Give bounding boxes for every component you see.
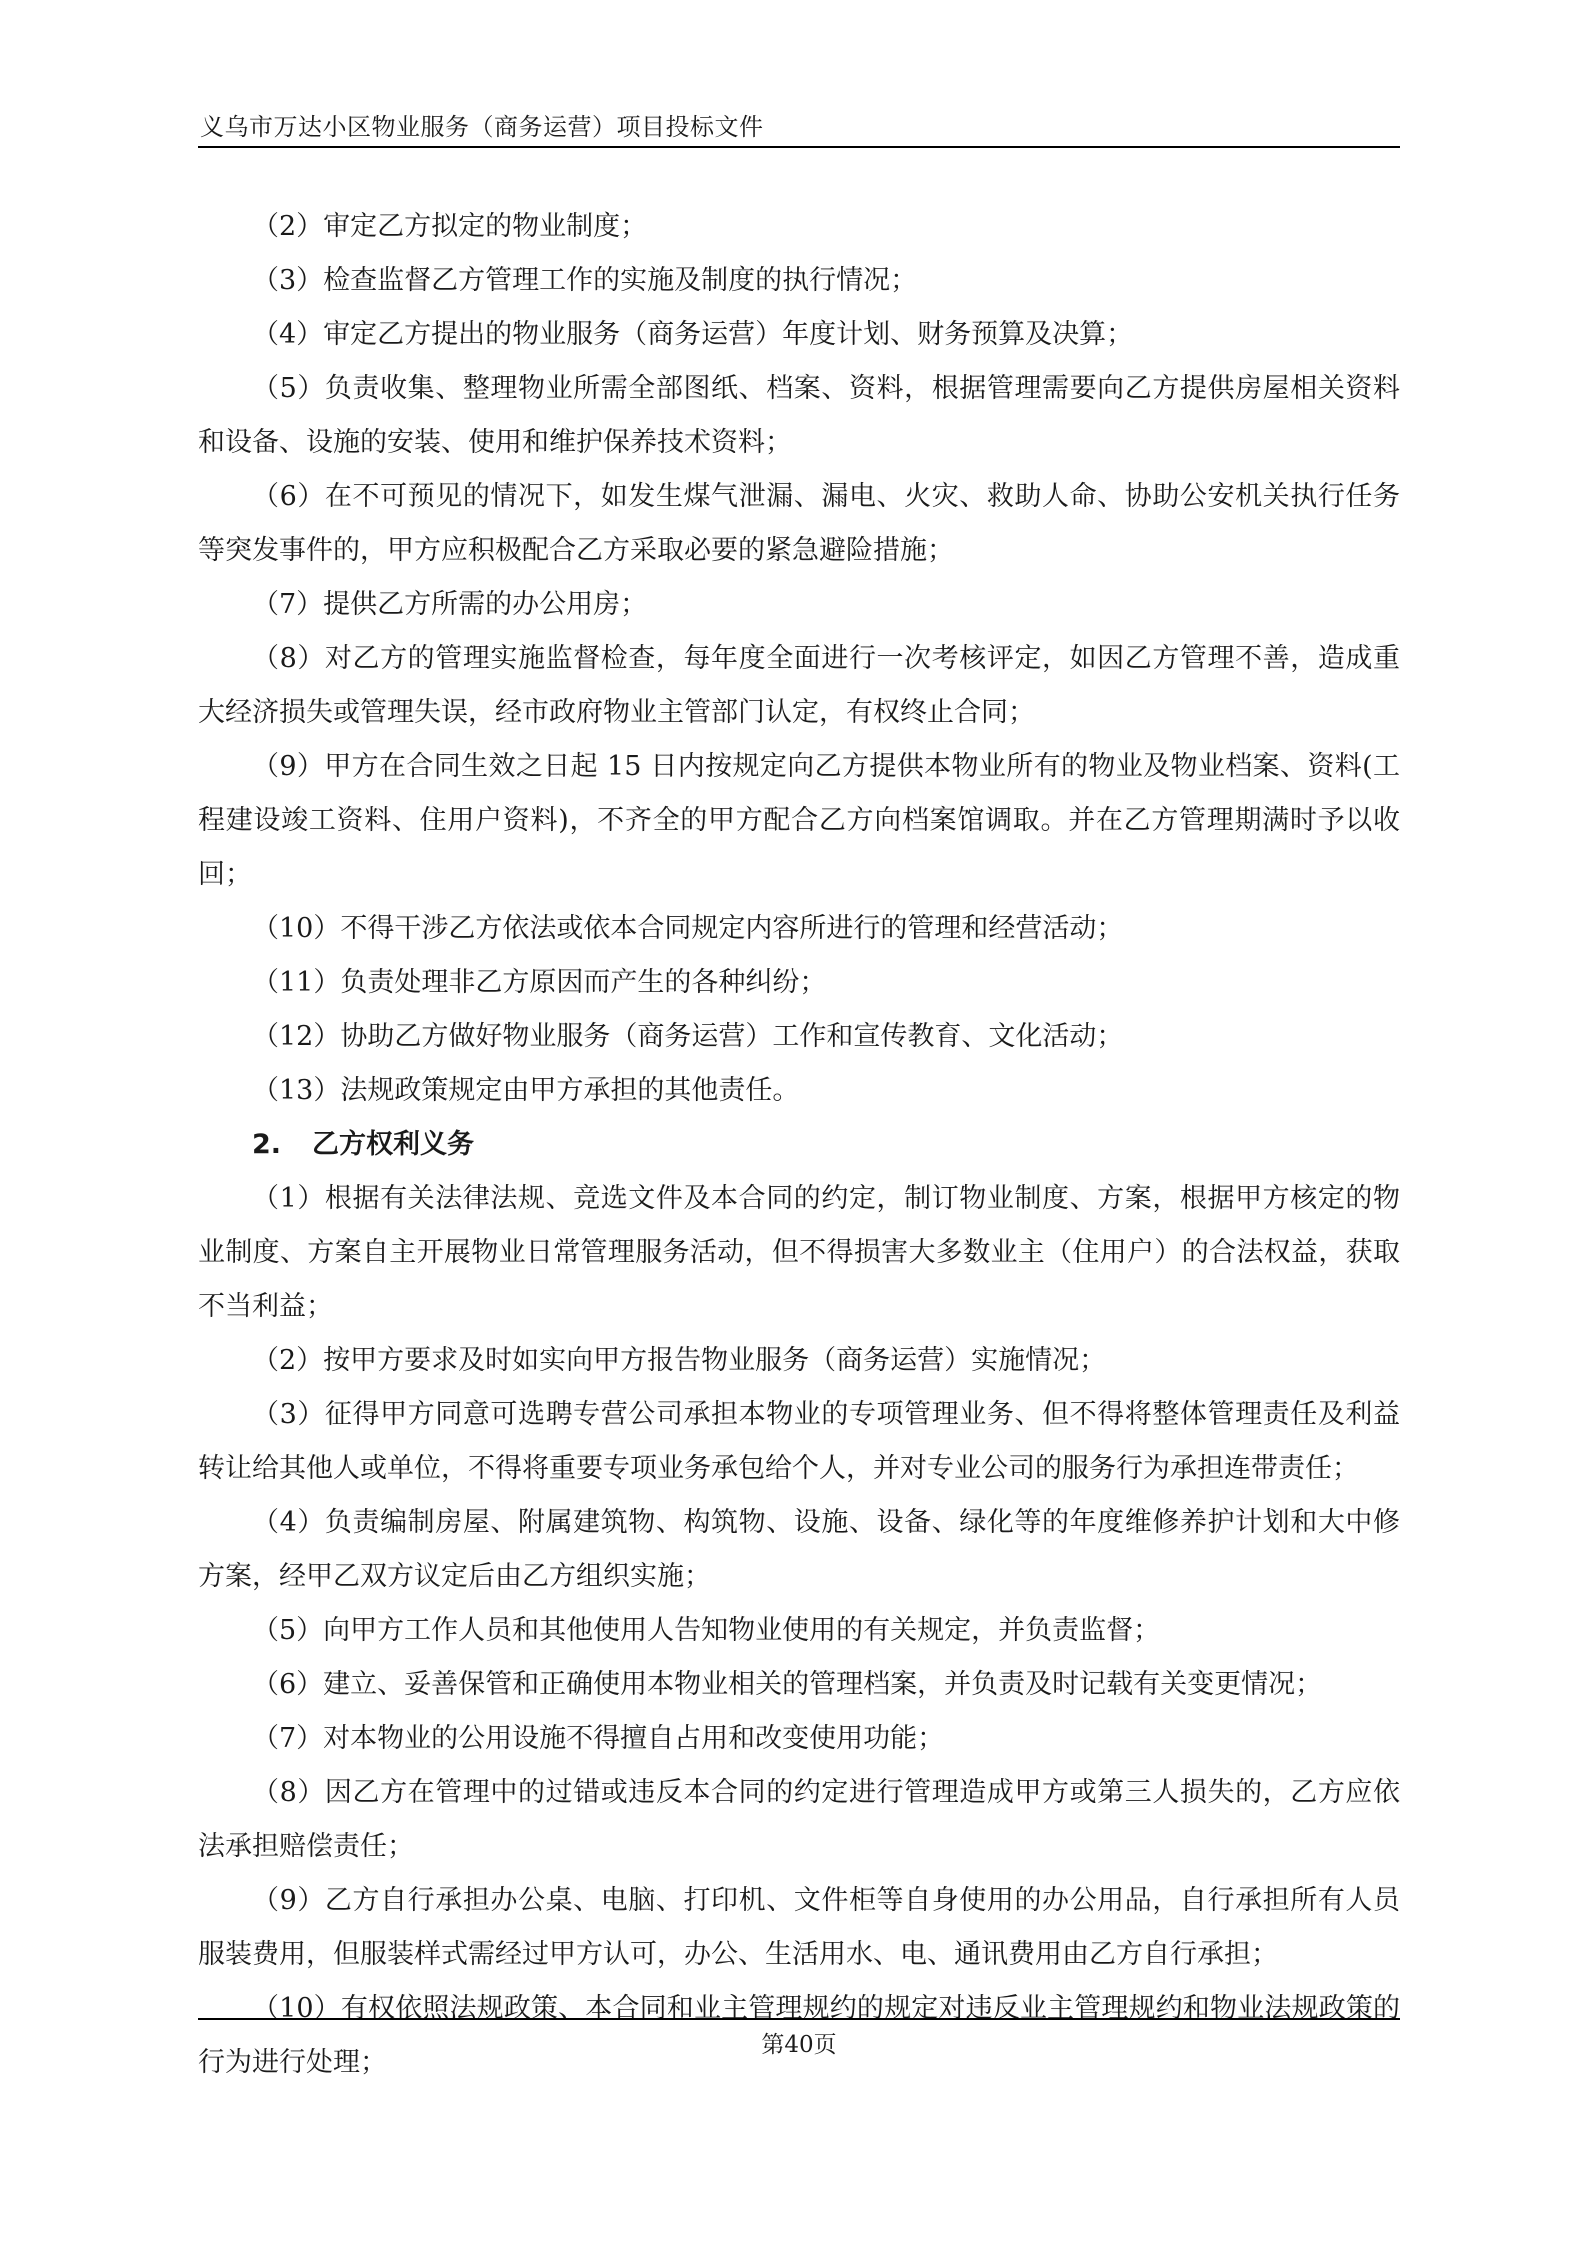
party-a-item: （11）负责处理非乙方原因而产生的各种纠纷； bbox=[252, 967, 827, 998]
party-b-item: （6）建立、妥善保管和正确使用本物业相关的管理档案，并负责及时记载有关变更情况； bbox=[252, 1669, 1323, 1700]
party-a-item: （8）对乙方的管理实施监督检查，每年度全面进行一次考核评定，如因乙方管理不善，造成重大经济损失或管理失误，经市政府物业主管部门认定，有权终止合同； bbox=[198, 643, 1400, 728]
page-number: 第40页 bbox=[761, 2032, 837, 2058]
party-a-item: （2）审定乙方拟定的物业制度； bbox=[252, 211, 648, 242]
party-a-item: （13）法规政策规定由甲方承担的其他责任。 bbox=[252, 1075, 800, 1106]
party-b-item: （1）根据有关法律法规、竞选文件及本合同的约定，制订物业制度、方案，根据甲方核定的物业制度、方案自主开展物业日常管理服务活动，但不得损害大多数业主（住用户）的合法权益，获取不当利益； bbox=[198, 1183, 1400, 1322]
section-number: 2. bbox=[252, 1129, 282, 1160]
party-a-item: （5）负责收集、整理物业所需全部图纸、档案、资料，根据管理需要向乙方提供房屋相关资料和设备、设施的安装、使用和维护保养技术资料； bbox=[198, 373, 1400, 458]
party-b-item: （3）征得甲方同意可选聘专营公司承担本物业的专项管理业务、但不得将整体管理责任及利益转让给其他人或单位，不得将重要专项业务承包给个人，并对专业公司的服务行为承担连带责任； bbox=[198, 1399, 1400, 1484]
party-a-item: （9）甲方在合同生效之日起 15 日内按规定向乙方提供本物业所有的物业及物业档案、资料(工程建设竣工资料、住用户资料)，不齐全的甲方配合乙方向档案馆调取。并在乙方管理期满时予以收回； bbox=[198, 751, 1400, 890]
document-title: 义乌市万达小区物业服务（商务运营）项目投标文件 bbox=[200, 113, 764, 141]
document-body bbox=[198, 200, 1400, 2090]
party-b-item: （5）向甲方工作人员和其他使用人告知物业使用的有关规定，并负责监督； bbox=[252, 1615, 1161, 1646]
party-b-item: （7）对本物业的公用设施不得擅自占用和改变使用功能； bbox=[252, 1723, 945, 1754]
party-a-item: （12）协助乙方做好物业服务（商务运营）工作和宣传教育、文化活动； bbox=[252, 1021, 1124, 1052]
party-b-item: （9）乙方自行承担办公桌、电脑、打印机、文件柜等自身使用的办公用品，自行承担所有人员服装费用，但服装样式需经过甲方认可，办公、生活用水、电、通讯费用由乙方自行承担； bbox=[198, 1885, 1400, 1970]
party-a-item: （3）检查监督乙方管理工作的实施及制度的执行情况； bbox=[252, 265, 918, 296]
section-heading bbox=[198, 1118, 1400, 1172]
page-footer bbox=[198, 2018, 1400, 2059]
party-a-item: （4）审定乙方提出的物业服务（商务运营）年度计划、财务预算及决算； bbox=[252, 319, 1134, 350]
party-b-item: （8）因乙方在管理中的过错或违反本合同的约定进行管理造成甲方或第三人损失的，乙方应依法承担赔偿责任； bbox=[198, 1777, 1400, 1862]
party-b-item: （4）负责编制房屋、附属建筑物、构筑物、设施、设备、绿化等的年度维修养护计划和大中修方案，经甲乙双方议定后由乙方组织实施； bbox=[198, 1507, 1400, 1592]
party-a-item: （6）在不可预见的情况下，如发生煤气泄漏、漏电、火灾、救助人命、协助公安机关执行任务等突发事件的，甲方应积极配合乙方采取必要的紧急避险措施； bbox=[198, 481, 1400, 566]
party-b-item: （10）有权依照法规政策、本合同和业主管理规约的规定对违反业主管理规约和物业法规政策的行为进行处理； bbox=[198, 1993, 1400, 2078]
section-title: 乙方权利义务 bbox=[312, 1129, 474, 1160]
page-header bbox=[198, 108, 1400, 148]
party-a-item: （7）提供乙方所需的办公用房； bbox=[252, 589, 648, 620]
party-a-item: （10）不得干涉乙方依法或依本合同规定内容所进行的管理和经营活动； bbox=[252, 913, 1124, 944]
party-b-item: （2）按甲方要求及时如实向甲方报告物业服务（商务运营）实施情况； bbox=[252, 1345, 1107, 1376]
